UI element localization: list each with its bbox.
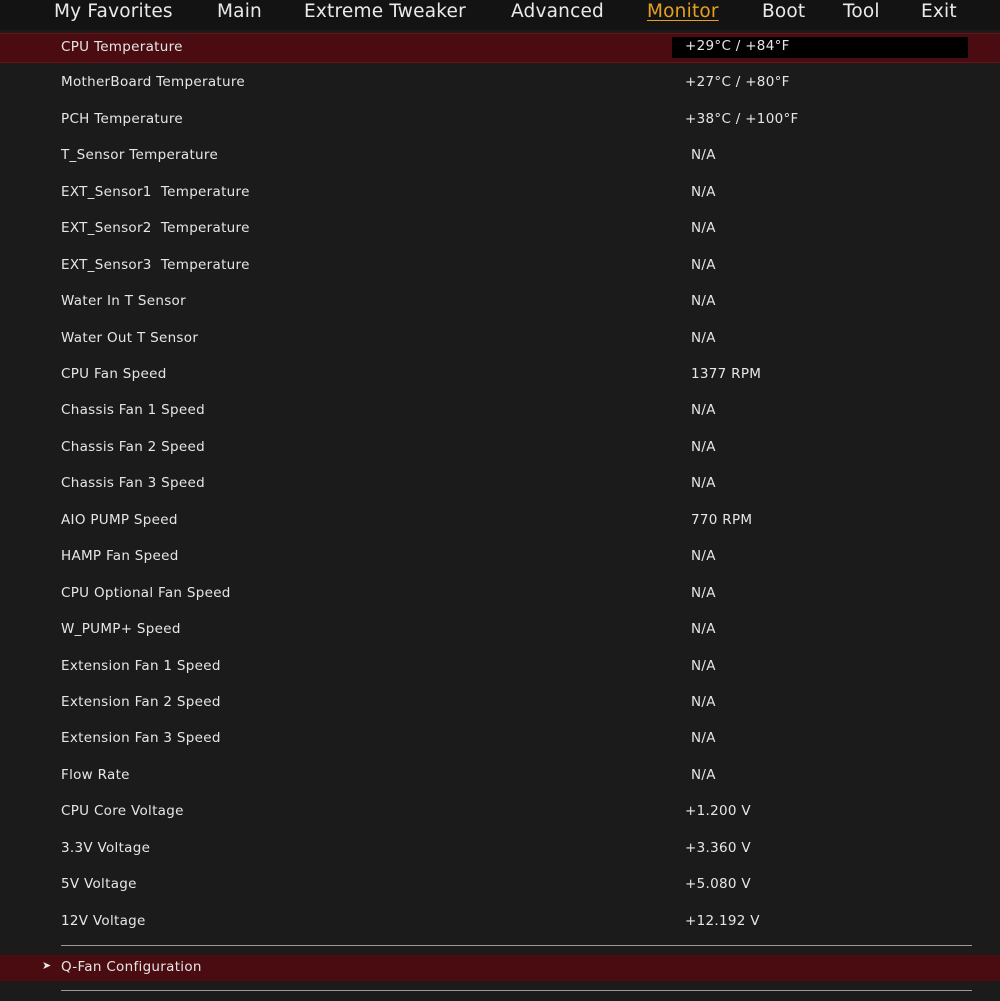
monitor-item-ext-sensor2-temperature[interactable] — [0, 215, 1000, 245]
monitor-item-ext-sensor3-temperature[interactable] — [0, 252, 1000, 282]
item-label: Chassis Fan 1 Speed — [61, 402, 205, 418]
item-value: +27°C / +80°F — [685, 74, 790, 90]
monitor-item-water-in-t-sensor[interactable] — [0, 288, 1000, 318]
monitor-item-3-3v-voltage[interactable] — [0, 835, 1000, 865]
monitor-item-water-out-t-sensor[interactable] — [0, 325, 1000, 355]
monitor-item-flow-rate[interactable] — [0, 762, 1000, 792]
item-value: N/A — [691, 293, 716, 309]
item-value: +38°C / +100°F — [685, 111, 799, 127]
item-label: AIO PUMP Speed — [61, 512, 178, 528]
item-value: 1377 RPM — [691, 366, 762, 382]
item-label: CPU Fan Speed — [61, 366, 167, 382]
item-value: 770 RPM — [691, 512, 753, 528]
monitor-item-extension-fan-3-speed[interactable] — [0, 725, 1000, 755]
item-label: Water In T Sensor — [61, 293, 186, 309]
tab-main[interactable]: Main — [217, 1, 262, 22]
item-value: N/A — [691, 257, 716, 273]
monitor-item-motherboard-temperature[interactable] — [0, 69, 1000, 99]
item-label: Flow Rate — [61, 767, 130, 783]
monitor-item-12v-voltage[interactable] — [0, 908, 1000, 938]
item-label: T_Sensor Temperature — [61, 147, 219, 163]
item-value: N/A — [691, 220, 716, 236]
monitor-item-ext-sensor1-temperature[interactable] — [0, 179, 1000, 209]
submenu-q-fan-configuration[interactable] — [0, 955, 1000, 981]
item-value: N/A — [691, 548, 716, 564]
item-label: Chassis Fan 2 Speed — [61, 439, 205, 455]
divider — [61, 990, 972, 991]
item-value: N/A — [691, 475, 716, 491]
top-nav-bar — [0, 0, 1000, 30]
tab-extreme-tweaker[interactable]: Extreme Tweaker — [304, 1, 466, 22]
item-value: +1.200 V — [685, 803, 751, 819]
item-label: Chassis Fan 3 Speed — [61, 475, 205, 491]
tab-monitor[interactable]: Monitor — [647, 1, 719, 22]
tab-exit[interactable]: Exit — [921, 1, 957, 22]
item-label: 12V Voltage — [61, 913, 146, 929]
item-value: N/A — [691, 330, 716, 346]
item-label: 3.3V Voltage — [61, 840, 151, 856]
item-value: N/A — [691, 184, 716, 200]
item-value: +3.360 V — [685, 840, 751, 856]
item-value: +12.192 V — [685, 913, 760, 929]
tab-tool[interactable]: Tool — [843, 1, 880, 22]
item-value: N/A — [691, 585, 716, 601]
item-label: CPU Optional Fan Speed — [61, 585, 231, 601]
arrow-right-icon: ➤ — [42, 959, 52, 972]
item-value: N/A — [691, 694, 716, 710]
monitor-item-hamp-fan-speed[interactable] — [0, 543, 1000, 573]
item-label: EXT_Sensor3 Temperature — [61, 257, 250, 273]
item-value: +5.080 V — [685, 876, 751, 892]
item-value: N/A — [691, 147, 716, 163]
item-label: CPU Temperature — [61, 39, 183, 55]
monitor-item-5v-voltage[interactable] — [0, 871, 1000, 901]
item-value: N/A — [691, 730, 716, 746]
monitor-item-cpu-temperature[interactable] — [0, 33, 1000, 63]
item-label: Water Out T Sensor — [61, 330, 199, 346]
monitor-item-w-pump-plus-speed[interactable] — [0, 616, 1000, 646]
item-label: EXT_Sensor2 Temperature — [61, 220, 250, 236]
monitor-item-chassis-fan-1-speed[interactable] — [0, 397, 1000, 427]
item-value: N/A — [691, 621, 716, 637]
divider — [61, 945, 972, 946]
item-label: MotherBoard Temperature — [61, 74, 245, 90]
monitor-item-aio-pump-speed[interactable] — [0, 507, 1000, 537]
item-label: Extension Fan 3 Speed — [61, 730, 221, 746]
item-value: +29°C / +84°F — [672, 37, 968, 58]
monitor-item-cpu-optional-fan-speed[interactable] — [0, 580, 1000, 610]
item-label: HAMP Fan Speed — [61, 548, 179, 564]
tab-boot[interactable]: Boot — [762, 1, 806, 22]
tab-my-favorites[interactable]: My Favorites — [54, 1, 173, 22]
monitor-item-t-sensor-temperature[interactable] — [0, 142, 1000, 172]
item-value: N/A — [691, 402, 716, 418]
monitor-item-chassis-fan-3-speed[interactable] — [0, 470, 1000, 500]
item-value: N/A — [691, 658, 716, 674]
monitor-item-chassis-fan-2-speed[interactable] — [0, 434, 1000, 464]
monitor-item-cpu-core-voltage[interactable] — [0, 798, 1000, 828]
submenu-label: Q-Fan Configuration — [61, 959, 202, 975]
item-label: CPU Core Voltage — [61, 803, 184, 819]
item-label: Extension Fan 2 Speed — [61, 694, 221, 710]
monitor-item-extension-fan-1-speed[interactable] — [0, 653, 1000, 683]
item-value: N/A — [691, 439, 716, 455]
monitor-item-pch-temperature[interactable] — [0, 106, 1000, 136]
item-label: EXT_Sensor1 Temperature — [61, 184, 250, 200]
item-label: 5V Voltage — [61, 876, 137, 892]
monitor-item-extension-fan-2-speed[interactable] — [0, 689, 1000, 719]
tab-advanced[interactable]: Advanced — [511, 1, 604, 22]
monitor-item-cpu-fan-speed[interactable] — [0, 361, 1000, 391]
item-label: PCH Temperature — [61, 111, 184, 127]
item-label: W_PUMP+ Speed — [61, 621, 181, 637]
item-value: N/A — [691, 767, 716, 783]
item-label: Extension Fan 1 Speed — [61, 658, 221, 674]
